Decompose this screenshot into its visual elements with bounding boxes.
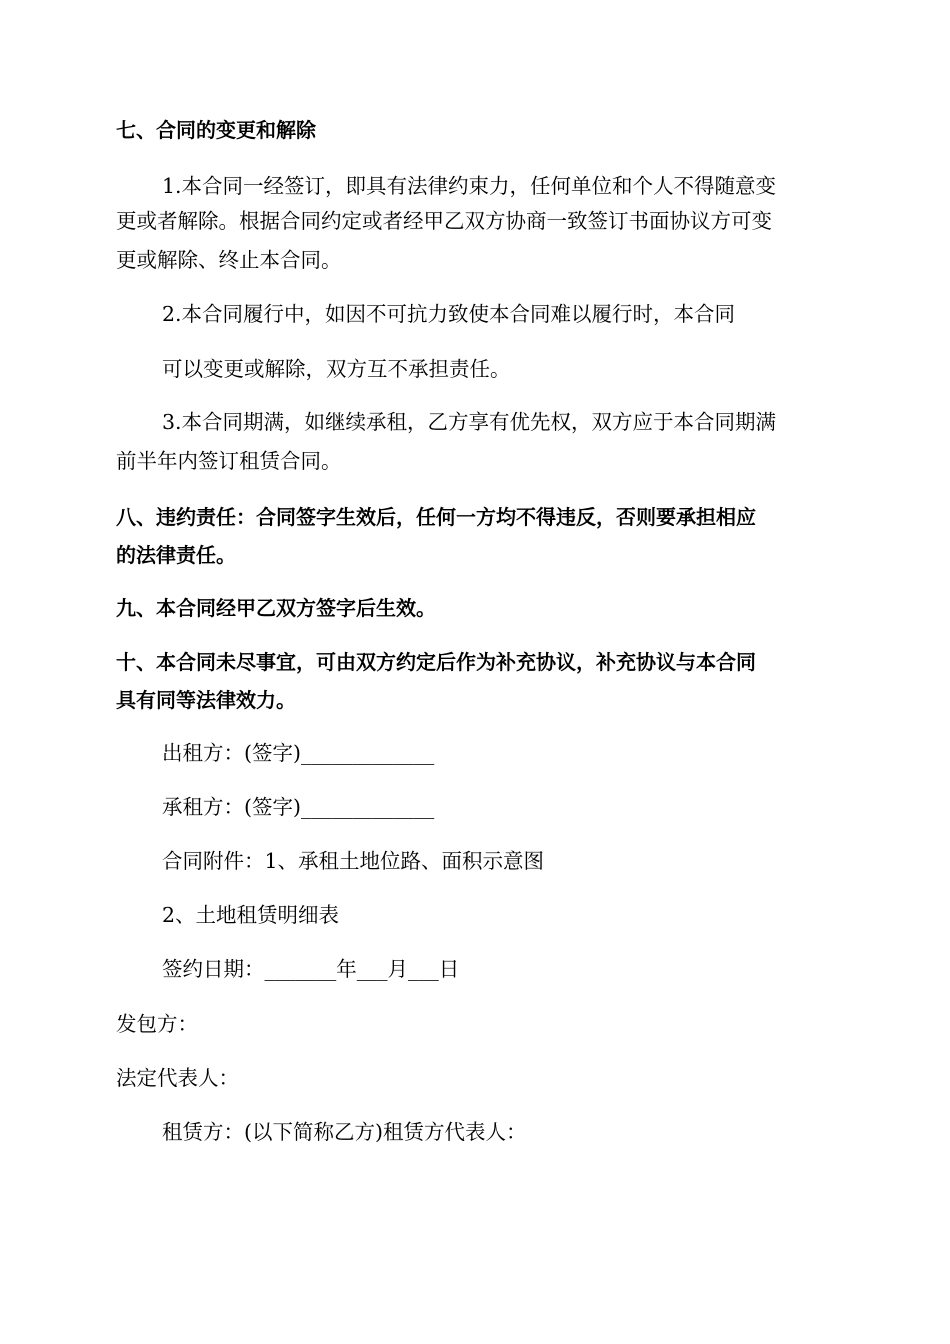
lessor-signature: 出租方：(签字)_____________ [162, 741, 435, 765]
section-10-line2: 具有同等法律效力。 [116, 688, 296, 712]
section-9-line1: 九、本合同经甲乙双方签字后生效。 [116, 596, 436, 620]
tenant-label: 租赁方：(以下简称乙方)租赁方代表人： [162, 1120, 527, 1144]
attachment-2: 2、土地租赁明细表 [162, 903, 340, 927]
section-7-heading: 七、合同的变更和解除 [116, 118, 316, 142]
section-7-p3-line1: 3.本合同期满，如继续承租，乙方享有优先权，双方应于本合同期满 [162, 410, 777, 434]
section-8-line1: 八、违约责任：合同签字生效后，任何一方均不得违反，否则要承担相应 [116, 505, 756, 529]
attachment-1: 合同附件：1、承租土地位路、面积示意图 [162, 849, 545, 873]
section-10-line1: 十、本合同未尽事宜，可由双方约定后作为补充协议，补充协议与本合同 [116, 650, 756, 674]
section-7-p1-line3: 更或解除、终止本合同。 [116, 248, 342, 272]
section-7-p1-line2: 更或者解除。根据合同约定或者经甲乙双方协商一致签订书面协议方可变 [116, 209, 772, 233]
section-7-p2-line2: 可以变更或解除，双方互不承担责任。 [162, 357, 511, 381]
section-7-p3-line2: 前半年内签订租赁合同。 [116, 449, 342, 473]
section-8-line2: 的法律责任。 [116, 543, 236, 567]
sign-date: 签约日期：_______年___月___日 [162, 957, 460, 981]
contractor-label: 发包方： [116, 1012, 198, 1036]
section-7-p2-line1: 2.本合同履行中，如因不可抗力致使本合同难以履行时，本合同 [162, 302, 736, 326]
lessee-signature: 承租方：(签字)_____________ [162, 795, 435, 819]
section-7-p1-line1: 1.本合同一经签订，即具有法律约束力，任何单位和个人不得随意变 [162, 174, 777, 198]
legal-representative-label: 法定代表人： [116, 1066, 239, 1090]
